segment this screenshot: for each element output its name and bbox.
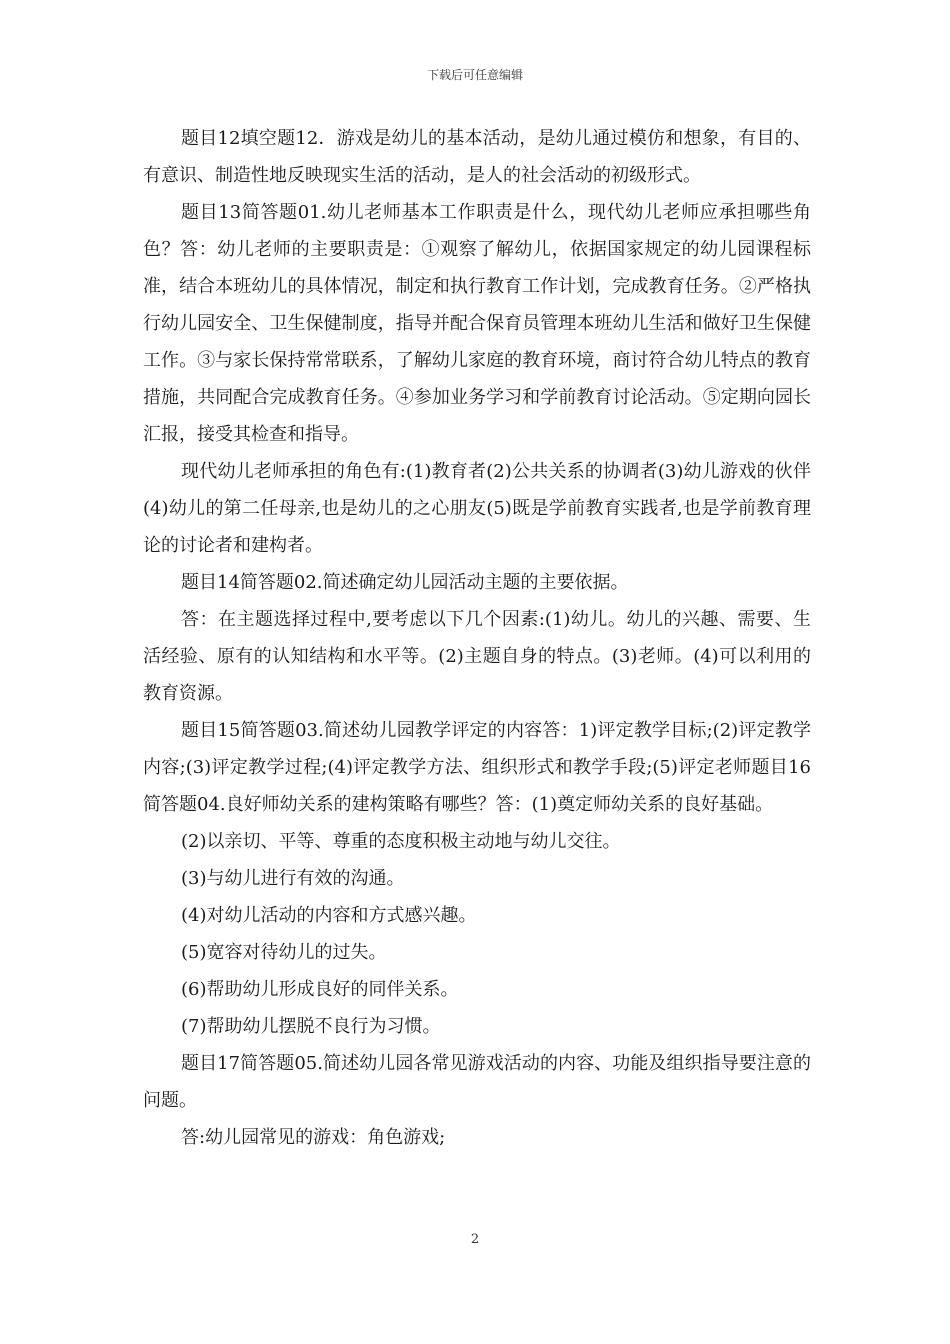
page-header: 下载后可任意编辑 xyxy=(426,68,523,82)
paragraph: 现代幼儿老师承担的角色有:(1)教育者(2)公共关系的协调者(3)幼儿游戏的伙伴(4)幼儿的第二任母亲,也是幼儿的之心朋友(5)既是学前教育实践者,也是学前教育理论的讨论者和建构者。 xyxy=(143,461,811,556)
paragraph: 题目12填空题12．游戏是幼儿的基本活动，是幼儿通过模仿和想象，有目的、有意识、制造性地反映现实生活的活动，是人的社会活动的初级形式。 xyxy=(143,128,811,186)
paragraph: 题目15简答题03.简述幼儿园教学评定的内容答：1)评定教学目标;(2)评定教学内容;(3)评定教学过程;(4)评定教学方法、组织形式和教学手段;(5)评定老师题目16简答题04.良好师幼关系的建构策略有哪些？答：(1)奠定师幼关系的良好基础。 xyxy=(143,720,811,815)
paragraph: 题目13简答题01.幼儿老师基本工作职责是什么，现代幼儿老师应承担哪些角色？答：幼儿老师的主要职责是：①观察了解幼儿，依据国家规定的幼儿园课程标准，结合本班幼儿的具体情况，制定和执行教育工作计划，完成教育任务。②严格执行幼儿园安全、卫生保健制度，指导并配合保育员管理本班幼儿生活和做好卫生保健工作。③与家长保持常常联系，了解幼儿家庭的教育环境，商讨符合幼儿特点的教育措施，共同配合完成教育任务。④参加业务学习和学前教育讨论活动。⑤定期向园长汇报，接受其检查和指导。 xyxy=(143,202,811,445)
paragraph: 答：在主题选择过程中,要考虑以下几个因素:(1)幼儿。幼儿的兴趣、需要、生活经验、原有的认知结构和水平等。(2)主题自身的特点。(3)老师。(4)可以利用的教育资源。 xyxy=(143,609,811,704)
paragraph: (4)对幼儿活动的内容和方式感兴趣。 xyxy=(181,905,477,926)
page-number: 2 xyxy=(470,1232,480,1247)
paragraph: (5)宽容对待幼儿的过失。 xyxy=(181,942,387,963)
paragraph: (6)帮助幼儿形成良好的同伴关系。 xyxy=(181,979,459,1000)
page-body xyxy=(143,120,811,1156)
paragraph: (7)帮助幼儿摆脱不良行为习惯。 xyxy=(181,1016,441,1037)
paragraph: (3)与幼儿进行有效的沟通。 xyxy=(181,868,405,889)
paragraph: (2)以亲切、平等、尊重的态度积极主动地与幼儿交往。 xyxy=(181,831,621,852)
paragraph: 答:幼儿园常见的游戏：角色游戏; xyxy=(181,1127,446,1148)
paragraph: 题目17简答题05.简述幼儿园各常见游戏活动的内容、功能及组织指导要注意的问题。 xyxy=(143,1053,811,1111)
paragraph: 题目14简答题02.简述确定幼儿园活动主题的主要依据。 xyxy=(181,572,629,593)
